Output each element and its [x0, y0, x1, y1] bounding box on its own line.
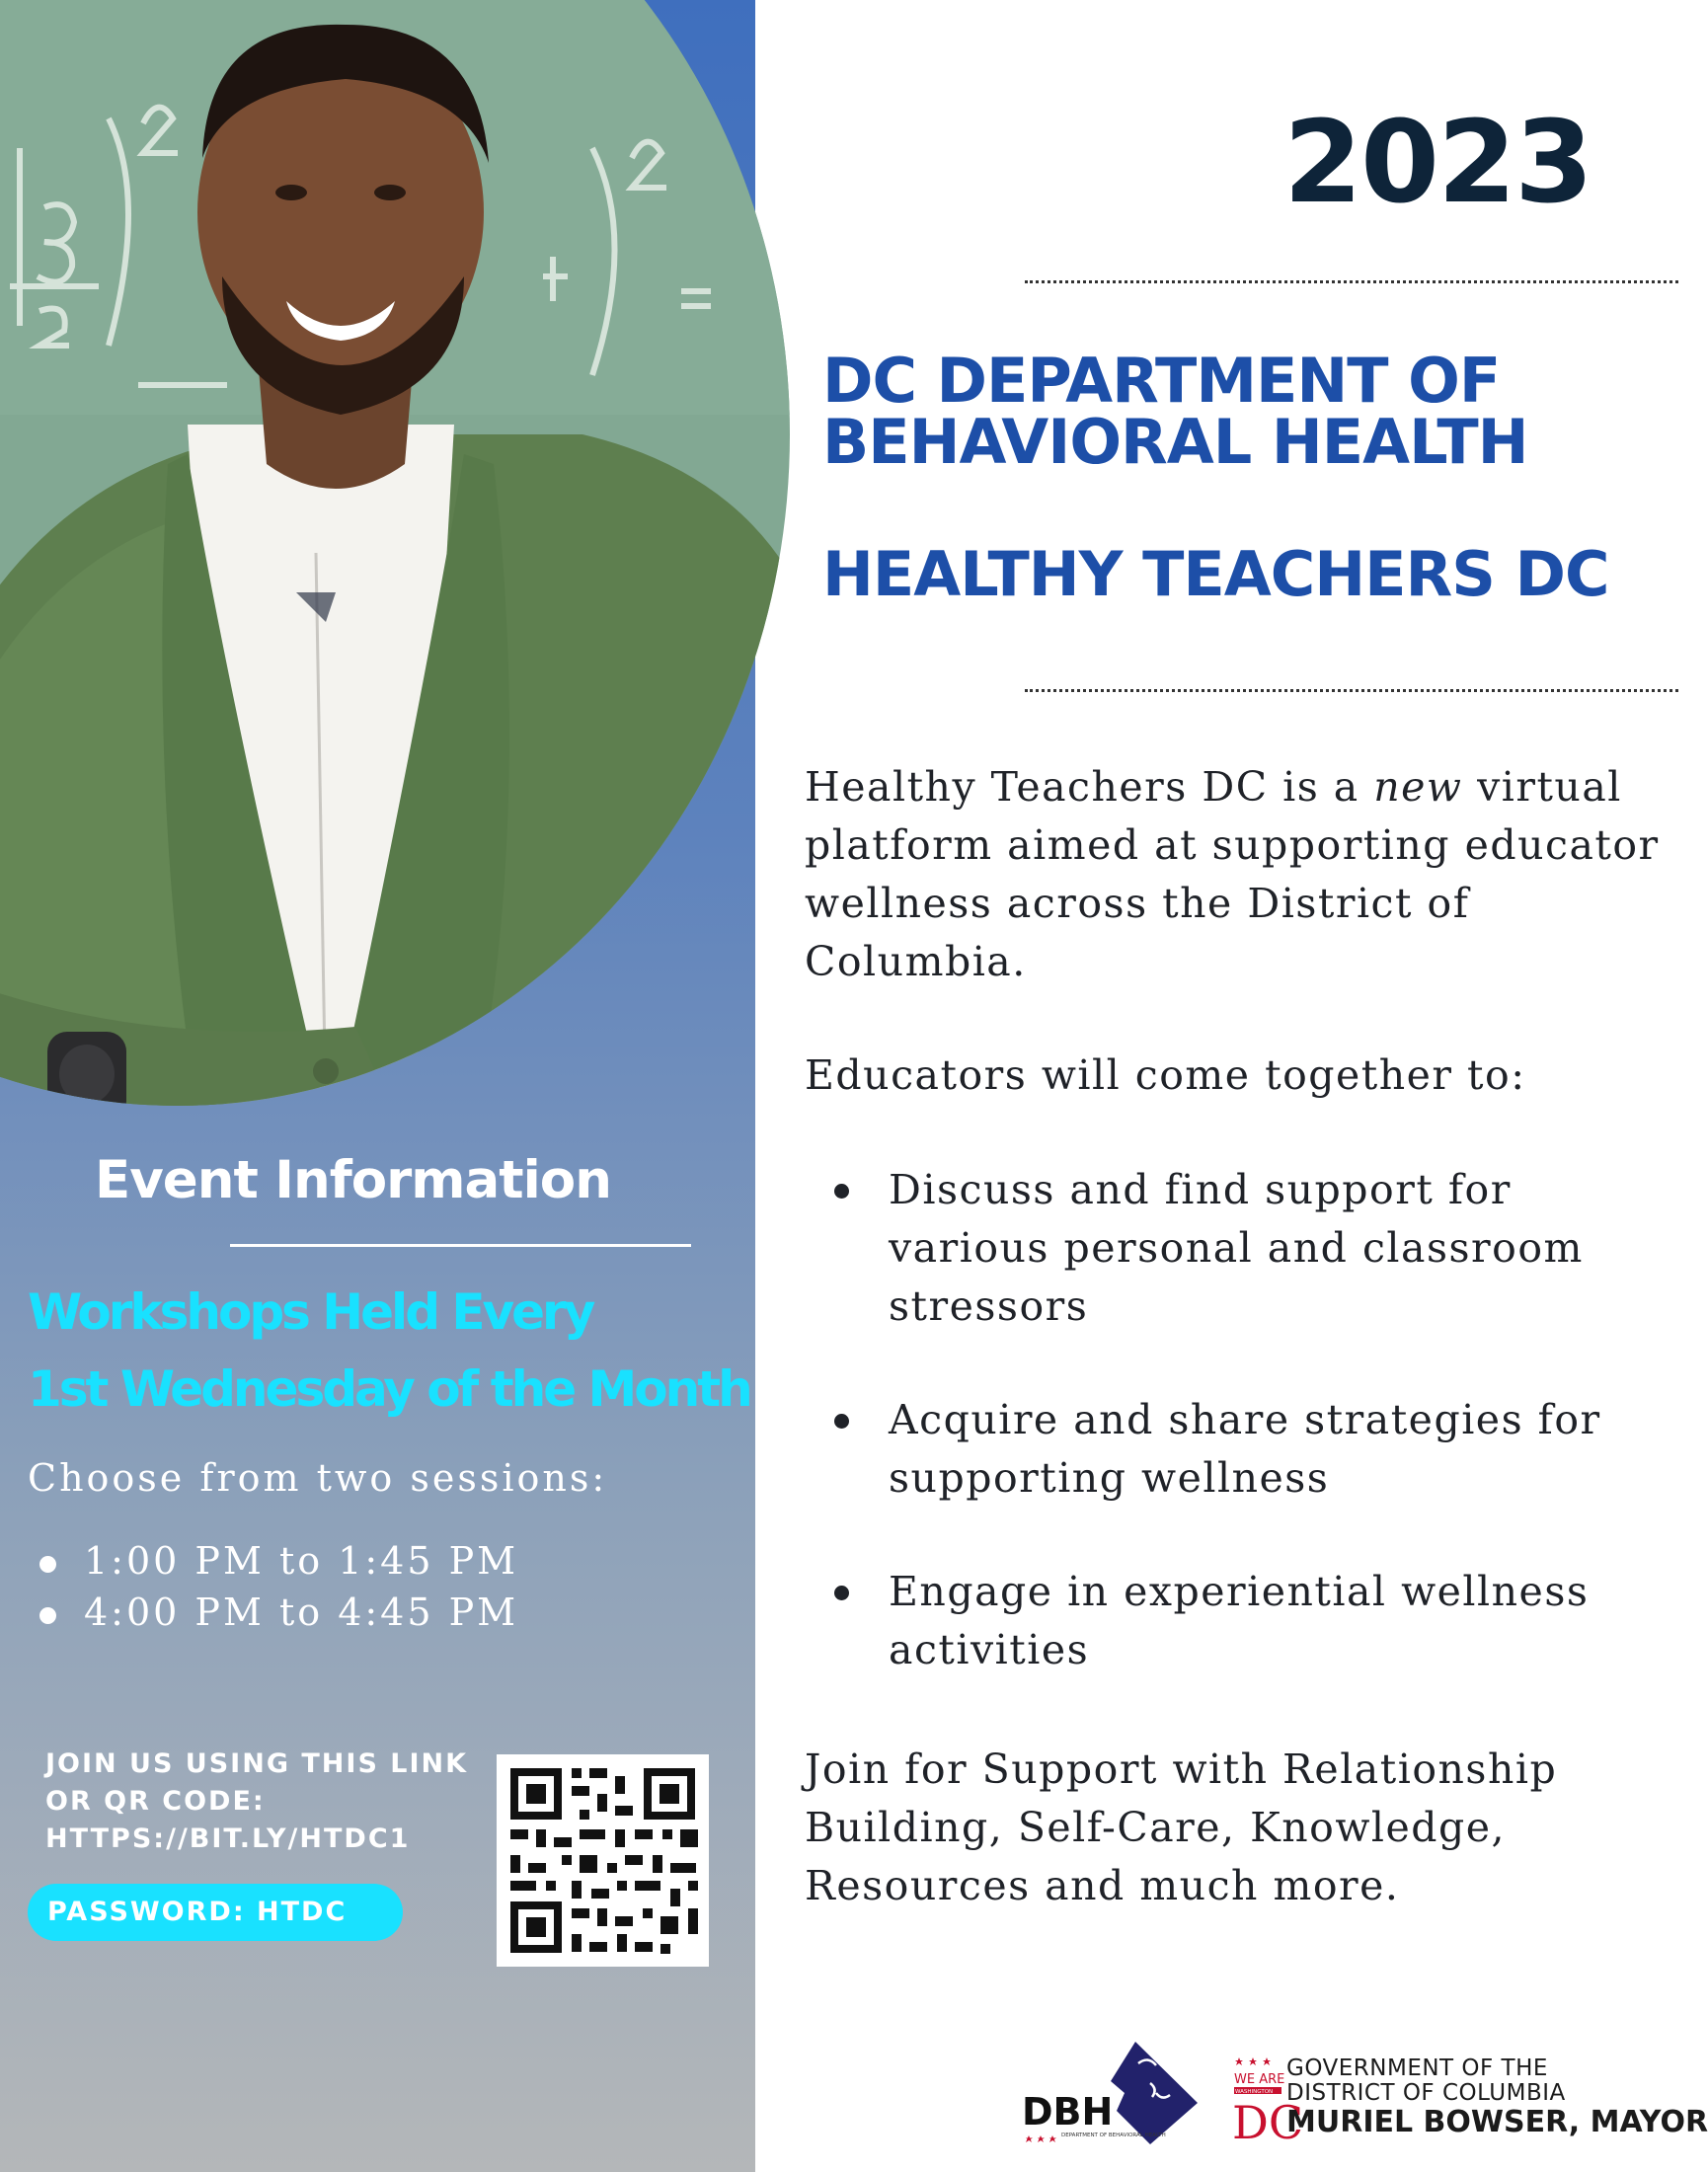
gov-line-1: GOVERNMENT OF THE — [1286, 2056, 1548, 2081]
dc-flag-stars-icon — [1232, 2056, 1304, 2154]
gov-line-2: DISTRICT OF COLUMBIA — [1286, 2080, 1566, 2106]
workshop-schedule — [28, 1274, 750, 1428]
qr-code-icon[interactable] — [497, 1754, 709, 1967]
gov-line-3: MURIEL BOWSER, MAYOR — [1286, 2105, 1708, 2139]
washington-text: WASHINGTON — [1235, 2089, 1274, 2095]
session-item — [39, 1535, 518, 1587]
list-item-text: Discuss and find support for various personal and classroom stressors — [889, 1166, 1584, 1330]
department-title — [822, 345, 1528, 478]
dbh-subtitle: DEPARTMENT OF BEHAVIORAL HEALTH — [1061, 2133, 1166, 2138]
activity-list — [834, 1161, 1678, 1735]
join-instructions — [45, 1745, 468, 1858]
list-item-text: Engage in experiential wellness activities — [889, 1568, 1590, 1673]
year-heading: 2023 — [1283, 97, 1592, 229]
bullet-dot-icon — [39, 1607, 56, 1624]
list-item — [834, 1391, 1678, 1508]
dbh-wordmark: DBH — [1022, 2090, 1114, 2133]
join-line-2: OR QR CODE: — [45, 1786, 266, 1817]
session-list — [39, 1535, 518, 1638]
dotted-divider — [1025, 280, 1678, 283]
choose-sessions-label: Choose from two sessions: — [28, 1456, 608, 1500]
list-item — [834, 1563, 1678, 1679]
session-item — [39, 1587, 518, 1638]
workshop-line-1: Workshops Held Every — [28, 1283, 593, 1341]
workshop-line-2: 1st Wednesday of the Month — [28, 1360, 750, 1418]
closing-paragraph: Join for Support with Relationship Building, Self-Care, Knowledge, Resources and much more. — [805, 1745, 1558, 1909]
bullet-dot-icon — [39, 1556, 56, 1573]
dotted-divider — [1025, 689, 1678, 692]
event-heading-underline — [230, 1244, 691, 1247]
dc-government-logo — [1232, 2056, 1708, 2154]
dbh-logo-icon — [1022, 2034, 1204, 2150]
department-title-line-1: DC DEPARTMENT OF — [822, 345, 1501, 417]
list-item — [834, 1161, 1678, 1336]
intro-emphasis: new — [1373, 763, 1463, 811]
department-title-line-2: BEHAVIORAL HEALTH — [822, 406, 1528, 478]
bullet-dot-icon — [834, 1586, 849, 1600]
program-title: HEALTHY TEACHERS DC — [822, 538, 1609, 610]
intro-text-end: virtual platform aimed at supporting educator wellness across the District of Columbia. — [805, 763, 1660, 985]
join-line-1: JOIN US USING THIS LINK — [45, 1748, 469, 1779]
session-time: 4:00 PM to 4:45 PM — [84, 1590, 519, 1634]
we-are-text: WE ARE — [1234, 2072, 1285, 2087]
lead-paragraph: Educators will come together to: — [805, 1051, 1526, 1099]
event-info-heading: Event Information — [95, 1150, 611, 1210]
password-badge: PASSWORD: HTDC — [28, 1884, 403, 1941]
join-link[interactable]: HTTPS://BIT.LY/HTDC1 — [45, 1823, 411, 1854]
left-panel — [0, 0, 755, 2172]
teacher-photo — [0, 0, 810, 1116]
intro-paragraph — [805, 758, 1693, 991]
session-time: 1:00 PM to 1:45 PM — [84, 1539, 519, 1583]
bullet-dot-icon — [834, 1414, 849, 1429]
bullet-dot-icon — [834, 1184, 849, 1199]
dc-mark: DC — [1232, 2096, 1304, 2149]
intro-text-start: Healthy Teachers DC is a — [805, 763, 1374, 811]
list-item-text: Acquire and share strategies for supporting wellness — [889, 1396, 1601, 1502]
